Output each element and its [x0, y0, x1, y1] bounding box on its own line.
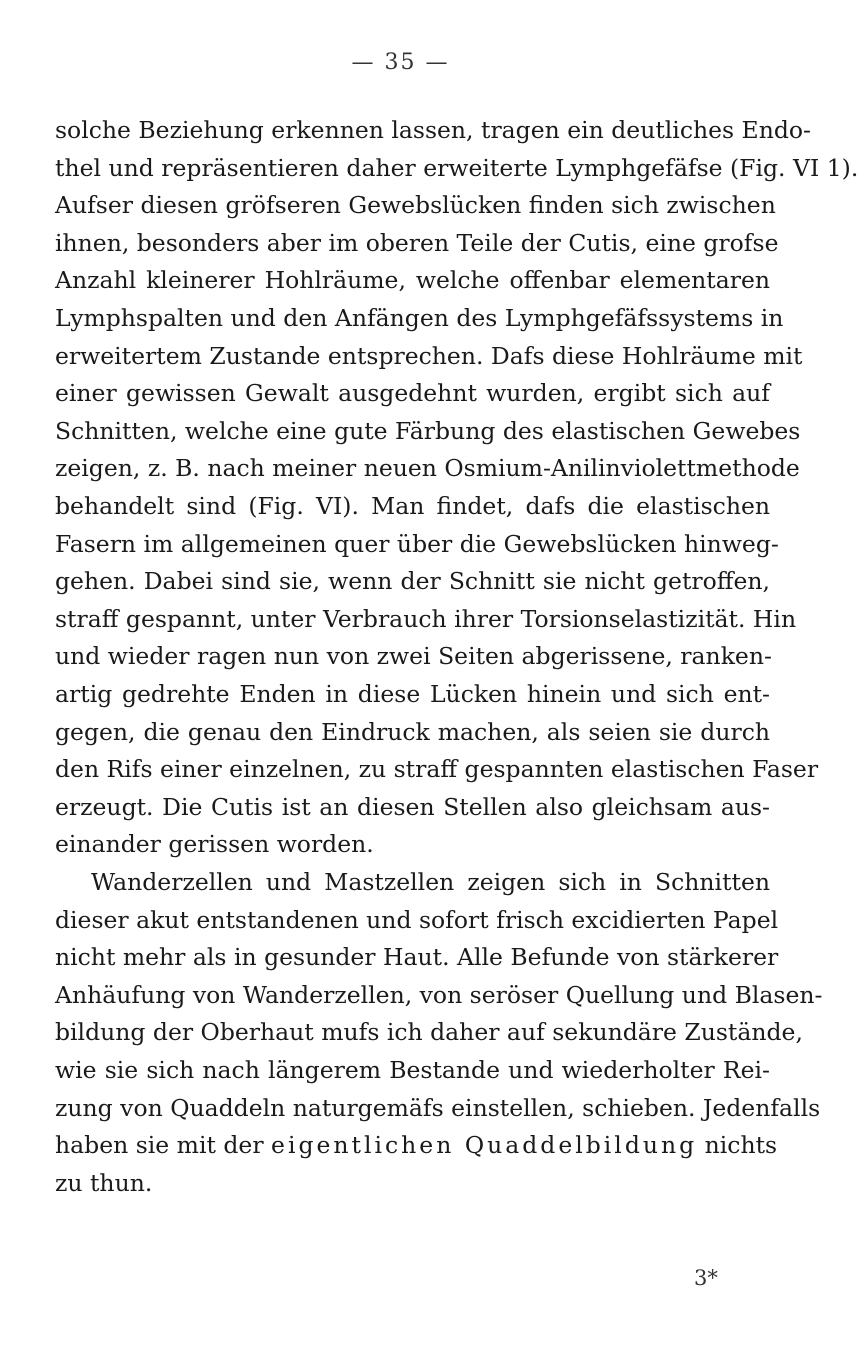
text-line: ihnen, besonders aber im oberen Teile der Cutis, eine grofse: [55, 228, 779, 257]
paragraph-1: [55, 112, 858, 864]
text-line: Aufser diesen gröfseren Gewebslücken finden sich zwischen: [55, 191, 776, 220]
text-line: Lymphspalten und den Anfängen des Lymphgefäfssystems in: [55, 303, 784, 332]
text-line: dieser akut entstandenen und sofort frisch excidierten Papel: [55, 905, 779, 934]
text-line: Fasern im allgemeinen quer über die Gewebslücken hinweg-: [55, 529, 779, 558]
line-suffix: nichts: [697, 1131, 778, 1160]
text-line: zu thun.: [55, 1168, 153, 1197]
text-line: Wanderzellen und Mastzellen zeigen sich in Schnitten: [91, 868, 770, 896]
page-number: — 35 —: [351, 50, 450, 75]
text-line: solche Beziehung erkennen lassen, tragen ein deutliches Endo-: [55, 116, 811, 144]
text-line: Schnitten, welche eine gute Färbung des elastischen Gewebes: [55, 416, 801, 445]
text-line: behandelt sind (Fig. VI). Man findet, dafs die elastischen: [55, 491, 770, 520]
text-line: artig gedrehte Enden in diese Lücken hinein und sich ent-: [55, 679, 770, 708]
text-line: Anhäufung von Wanderzellen, von seröser Quellung und Blasen-: [55, 980, 823, 1009]
text-line: und wieder ragen nun von zwei Seiten abgerissene, ranken-: [55, 642, 772, 671]
signature-mark: 3*: [694, 1266, 718, 1290]
text-line: erzeugt. Die Cutis ist an diesen Stellen also gleichsam aus-: [55, 792, 770, 821]
text-line: den Rifs einer einzelnen, zu straff gespannten elastischen Faser: [55, 755, 819, 784]
text-line: straff gespannt, unter Verbrauch ihrer Torsionselastizität. Hin: [55, 604, 797, 633]
text-line-with-emphasis: [55, 1127, 778, 1165]
text-line: einer gewissen Gewalt ausgedehnt wurden, ergibt sich auf: [55, 379, 770, 408]
text-line: zeigen, z. B. nach meiner neuen Osmium-Anilinviolettmethode: [55, 454, 800, 483]
paragraph-2: [55, 864, 823, 1202]
text-line: erweitertem Zustande entsprechen. Dafs diese Hohlräume mit: [55, 341, 803, 370]
text-line: nicht mehr als in gesunder Haut. Alle Befunde von stärkerer: [55, 943, 779, 972]
text-line: gegen, die genau den Eindruck machen, als seien sie durch: [55, 717, 770, 746]
text-line: gehen. Dabei sind sie, wenn der Schnitt sie nicht getroffen,: [55, 567, 770, 596]
line-prefix: haben sie mit der: [55, 1131, 272, 1160]
text-line: bildung der Oberhaut mufs ich daher auf sekundäre Zustände,: [55, 1018, 803, 1047]
text-line: Anzahl kleinerer Hohlräume, welche offenbar elementaren: [55, 266, 770, 295]
text-line: thel und repräsentieren daher erweiterte Lymphgefäfse (Fig. VI 1).: [55, 153, 858, 182]
text-line: zung von Quaddeln naturgemäfs einstellen, schieben. Jedenfalls: [55, 1093, 821, 1122]
text-line: wie sie sich nach längerem Bestande und wiederholter Rei-: [55, 1055, 770, 1084]
text-line: einander gerissen worden.: [55, 830, 374, 859]
emphasized-text: eigentlichen Quaddelbildung: [271, 1131, 698, 1160]
